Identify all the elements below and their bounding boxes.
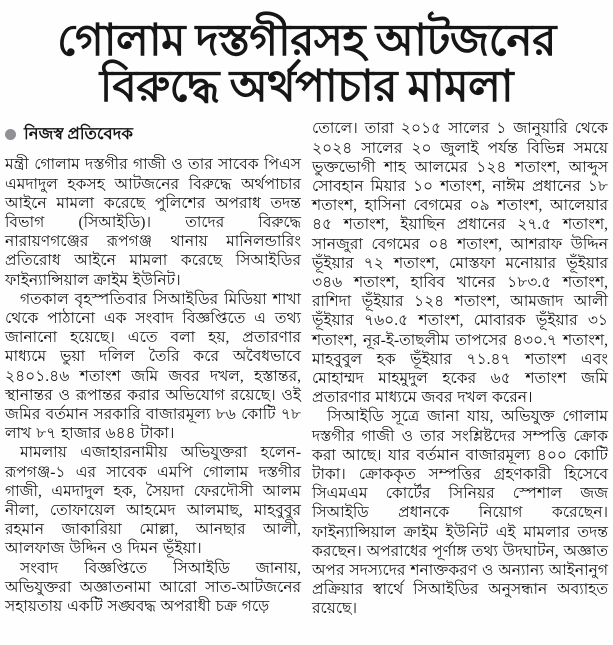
article-body xyxy=(3,119,610,618)
byline-text: নিজস্ব প্রতিবেদক xyxy=(24,124,133,144)
body-paragraph: মামলায় এজাহারনামীয় অভিযুক্তরা হলেন- রূপগঞ্জ-১ এর সাবেক এমপি গোলাম দস্তগীর গাজী, এমদাদুল হক, সৈয়দা ফেরদৌসী আলম নীলা, তোফায়েল আহমেদ আলমাছ, মাহবুবুর রহমান জাকারিয়া মোল্লা, আনছার আলী, আলফাজ উদ্দিন ও দিমন ভূঁইয়া। xyxy=(5,444,301,558)
headline-line-2: বিরুদ্ধে অর্থপাচার মামলা xyxy=(99,62,514,112)
byline-bullet-icon xyxy=(5,129,16,140)
body-paragraph: মন্ত্রী গোলাম দস্তগীর গাজী ও তার সাবেক পিএস এমদাদুল হকসহ আটজনের বিরুদ্ধে অর্থপাচার আইনে মামলা করেছে পুলিশের অপরাধ তদন্ত বিভাগ (সিআইডি)। তাদের বিরুদ্ধে নারায়ণগঞ্জের রূপগঞ্জ থানায় মানিলন্ডারিং প্রতিরোধ আইনে মামলা করেছে সিআইডির ফাইন্যান্সিয়াল ক্রাইম ইউনিট। xyxy=(5,156,301,289)
body-paragraph: গতকাল বৃহস্পতিবার সিআইডির মিডিয়া শাখা থেকে পাঠানো এক সংবাদ বিজ্ঞপ্তিতে এ তথ্য জানানো হয়েছে। এতে বলা হয়, প্রতারণার মাধ্যমে ভুয়া দলিল তৈরি করে অবৈধভাবে ২৪০১.৪৬ শতাংশ জমি জবর দখল, হস্তান্তর, স্থানান্তর ও রূপান্তর করার অভিযোগ রয়েছে। ওই জমির বর্তমান সরকারি বাজারমূল্য ৮৬ কোটি ৭৮ লাখ ৮৭ হাজার ৬৪৪ টাকা। xyxy=(5,290,301,443)
body-paragraph: সিআইডি সূত্রে জানা যায়, অভিযুক্ত গোলাম দস্তগীর গাজী ও তার সংশ্লিষ্টদের সম্পত্তি ক্রোক করা আছে। যার বর্তমান বাজারমূল্য ৪০০ কোটি টাকা। ক্রোককৃত সম্পত্তির গ্রহণকারী হিসেবে সিএমএম কোর্টের সিনিয়র স্পেশাল জজ সিআইডি প্রধানকে নিয়োগ করেছেন। ফাইন্যান্সিয়াল ক্রাইম ইউনিট এই মামলার তদন্ত করছেন। অপরাধের পূর্ণাঙ্গ তথ্য উদঘাটন, অজ্ঞাত অপর সদস্যদের শনাক্তকরণ ও অন্যান্য আইনানুগ প্রক্রিয়ার স্বার্থে সিআইডির অনুসন্ধান অব্যাহত রয়েছে। xyxy=(312,408,608,618)
column-left xyxy=(5,119,301,616)
article-headline xyxy=(7,18,606,110)
body-paragraph: সংবাদ বিজ্ঞপ্তিতে সিআইডি জানায়, অভিযুক্তরা অজ্ঞাতনামা আরো সাত-আটজনের সহায়তায় একটি সঙ্ঘবদ্ধ অপরাধী চক্র গড়ে xyxy=(5,559,301,616)
column-right xyxy=(312,119,608,618)
body-paragraph: তোলে। তারা ২০১৫ সালের ১ জানুয়ারি থেকে ২০২৪ সালের ২০ জুলাই পর্যন্ত বিভিন্ন সময়ে ভুক্তভোগী শাহ আলমের ১২৪ শতাংশ, আব্দুস সোবহান মিয়ার ১০ শতাংশ, নাঈম প্রধানের ১৮ শতাংশ, হাসিনা বেগমের ০৯ শতাংশ, আলেয়ার ৪৫ শতাংশ, ইয়াছিন প্রধানের ২৭.৫ শতাংশ, সানজুরা বেগমের ০৪ শতাংশ, আশরাফ উদ্দিন ভূঁইয়ার ৭২ শতাংশ, মোস্তফা মনোয়ার ভূঁইয়ার ৩৪৬ শতাংশ, হাবিব খানের ১৮৩.৫ শতাংশ, রাশিদা ভূঁইয়ার ১২৪ শতাংশ, আমজাদ আলী ভূঁইয়ার ৭৬০.৫ শতাংশ, মোবারক ভূঁইয়ার ৩১ শতাংশ, নূর-ই-তাছলীম তাপসের ৪৩০.৭ শতাংশ, মাহবুবুল হক ভূঁইয়ার ৭১.৪৭ শতাংশ এবং মোহাম্মদ মাহমুদুল হকের ৬৫ শতাংশ জমি প্রতারণার মাধ্যমে জবর দখল করেন। xyxy=(312,120,608,407)
byline xyxy=(5,121,301,148)
headline-line-1: গোলাম দস্তগীরসহ আটজনের xyxy=(57,16,556,65)
